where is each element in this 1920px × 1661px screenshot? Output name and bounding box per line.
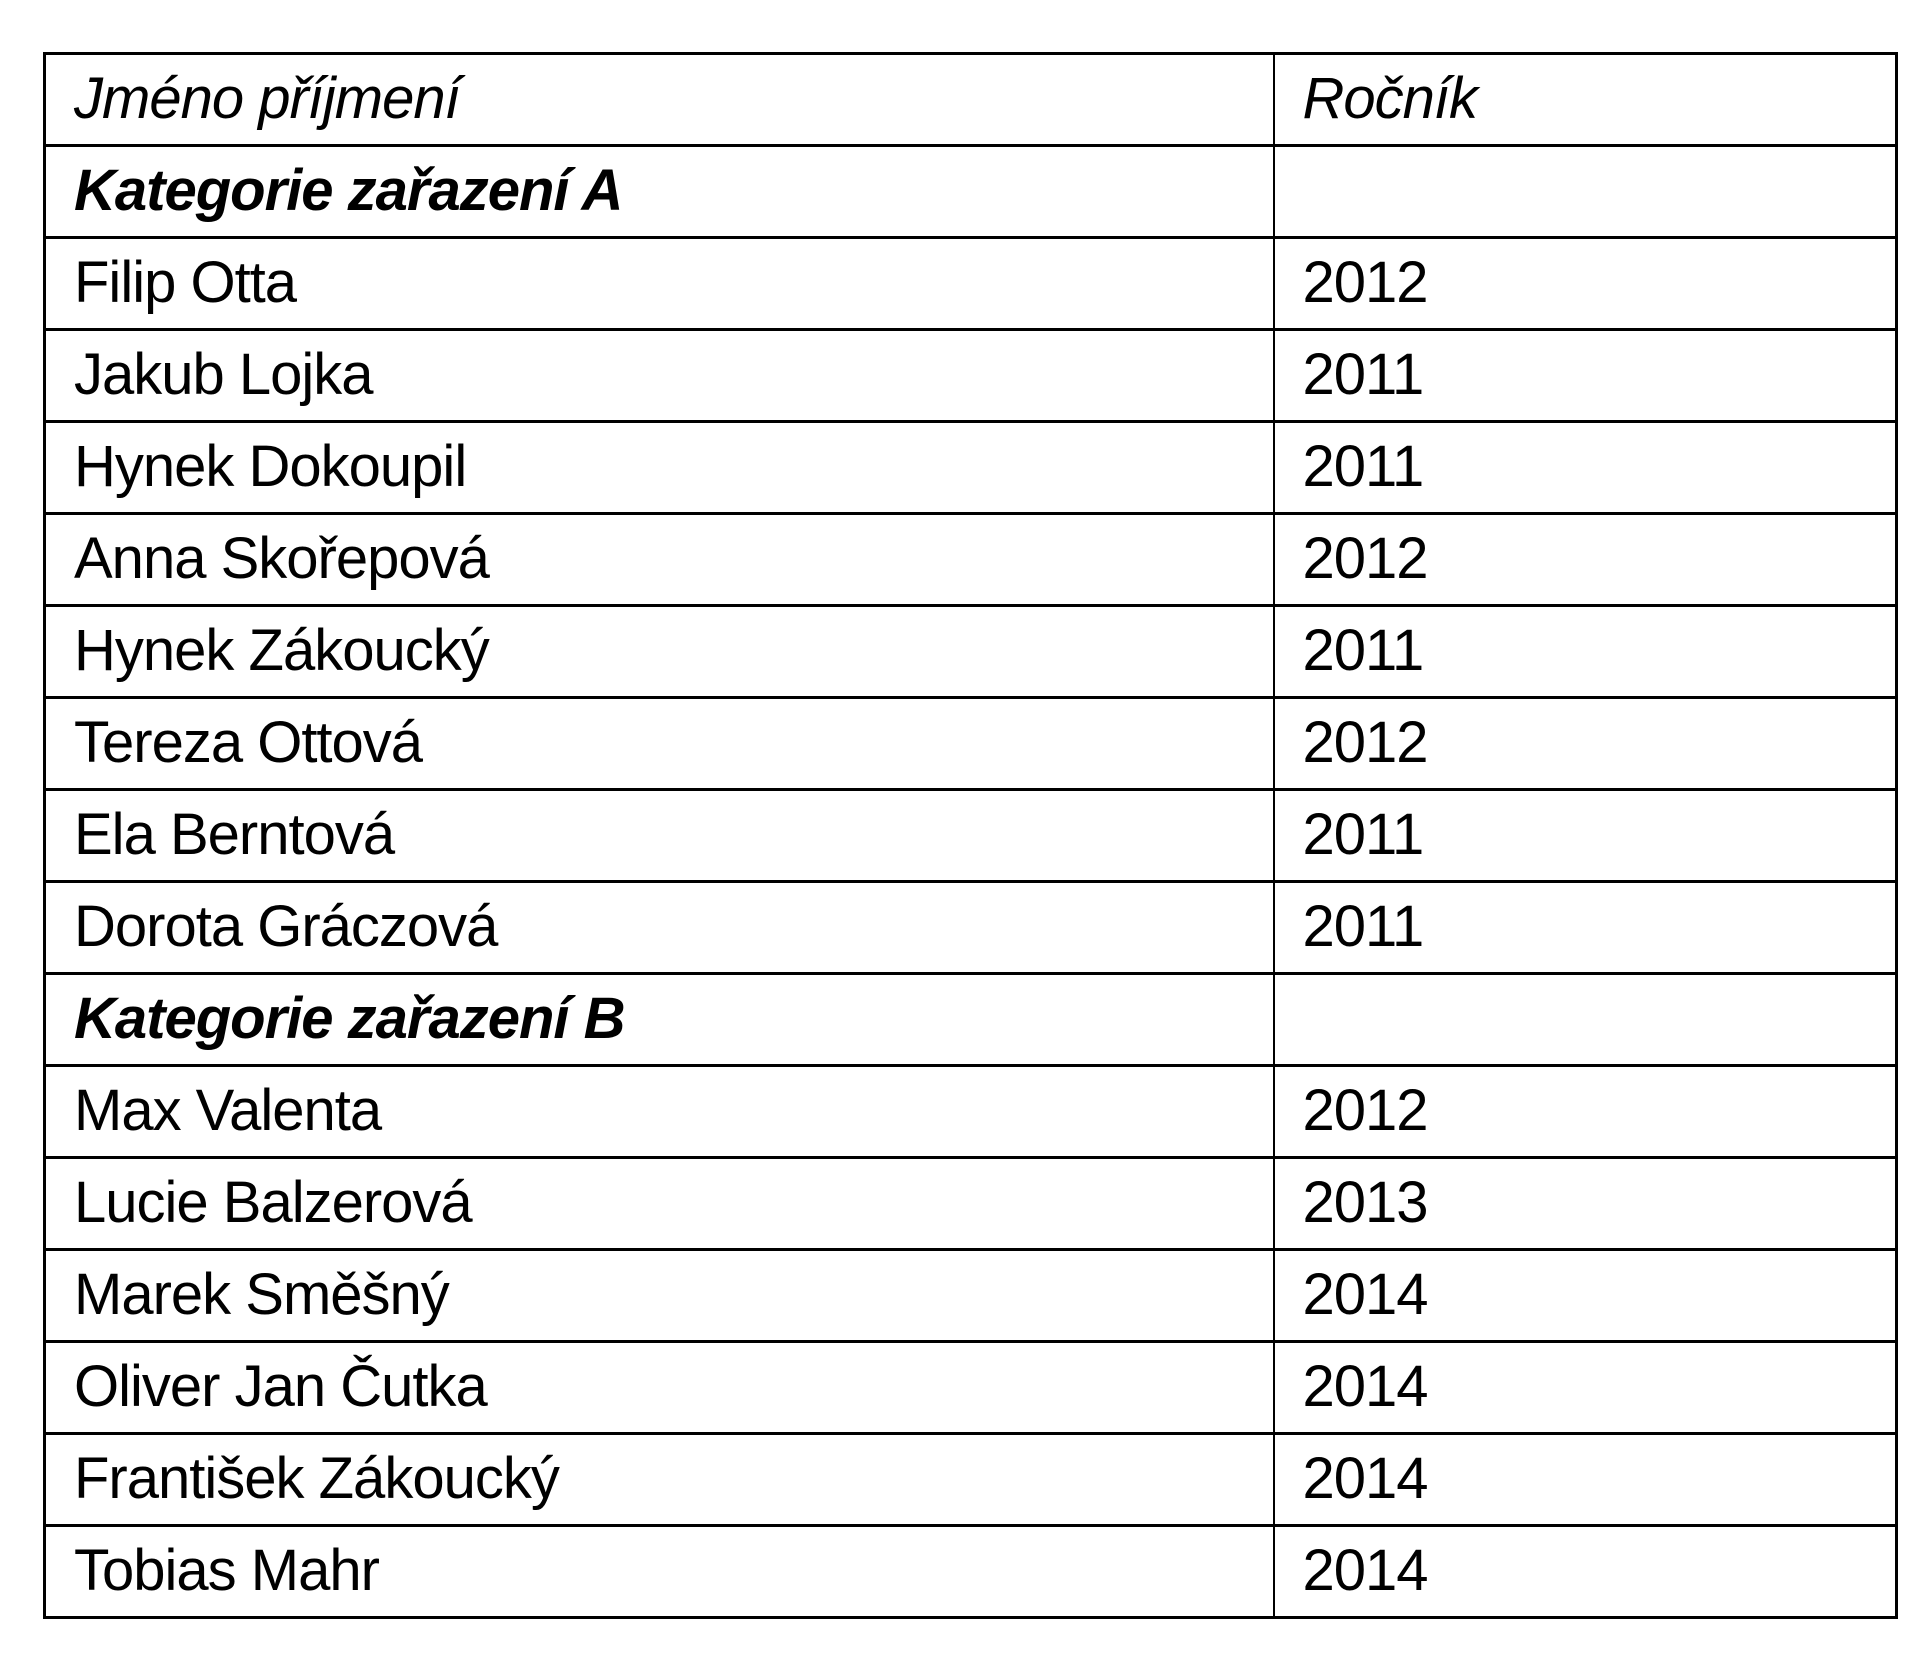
category-row-a — [45, 146, 1897, 238]
person-name-cell: Ela Berntová — [45, 790, 1274, 882]
person-year-cell: 2011 — [1274, 790, 1897, 882]
category-row-b — [45, 974, 1897, 1066]
person-name-cell: Tereza Ottová — [45, 698, 1274, 790]
category-year-empty — [1274, 146, 1897, 238]
person-name-cell: Filip Otta — [45, 238, 1274, 330]
person-name-cell: Max Valenta — [45, 1066, 1274, 1158]
person-year-cell: 2013 — [1274, 1158, 1897, 1250]
table-row — [45, 514, 1897, 606]
person-name-cell: Dorota Gráczová — [45, 882, 1274, 974]
person-year-cell: 2011 — [1274, 330, 1897, 422]
person-name-cell: Hynek Dokoupil — [45, 422, 1274, 514]
person-name-cell: Marek Směšný — [45, 1250, 1274, 1342]
table-row — [45, 790, 1897, 882]
table-row — [45, 882, 1897, 974]
person-year-cell: 2014 — [1274, 1250, 1897, 1342]
column-header-year: Ročník — [1274, 54, 1897, 146]
table-row — [45, 1526, 1897, 1618]
person-year-cell: 2014 — [1274, 1526, 1897, 1618]
table-row — [45, 1158, 1897, 1250]
person-name-cell: Anna Skořepová — [45, 514, 1274, 606]
person-name-cell: Hynek Zákoucký — [45, 606, 1274, 698]
person-year-cell: 2011 — [1274, 882, 1897, 974]
table-header-row — [45, 54, 1897, 146]
table-row — [45, 606, 1897, 698]
person-year-cell: 2012 — [1274, 514, 1897, 606]
roster-table — [43, 52, 1898, 1619]
table-row — [45, 1342, 1897, 1434]
table-row — [45, 698, 1897, 790]
person-year-cell: 2014 — [1274, 1342, 1897, 1434]
person-name-cell: Lucie Balzerová — [45, 1158, 1274, 1250]
table-row — [45, 1434, 1897, 1526]
person-year-cell: 2014 — [1274, 1434, 1897, 1526]
table-row — [45, 422, 1897, 514]
category-label: Kategorie zařazení B — [45, 974, 1274, 1066]
table-row — [45, 1066, 1897, 1158]
category-year-empty — [1274, 974, 1897, 1066]
person-name-cell: František Zákoucký — [45, 1434, 1274, 1526]
person-name-cell: Jakub Lojka — [45, 330, 1274, 422]
person-year-cell: 2012 — [1274, 1066, 1897, 1158]
column-header-name: Jméno příjmení — [45, 54, 1274, 146]
person-year-cell: 2011 — [1274, 422, 1897, 514]
category-label: Kategorie zařazení A — [45, 146, 1274, 238]
person-year-cell: 2011 — [1274, 606, 1897, 698]
person-name-cell: Oliver Jan Čutka — [45, 1342, 1274, 1434]
table-row — [45, 330, 1897, 422]
person-name-cell: Tobias Mahr — [45, 1526, 1274, 1618]
table-row — [45, 1250, 1897, 1342]
table-row — [45, 238, 1897, 330]
person-year-cell: 2012 — [1274, 238, 1897, 330]
person-year-cell: 2012 — [1274, 698, 1897, 790]
